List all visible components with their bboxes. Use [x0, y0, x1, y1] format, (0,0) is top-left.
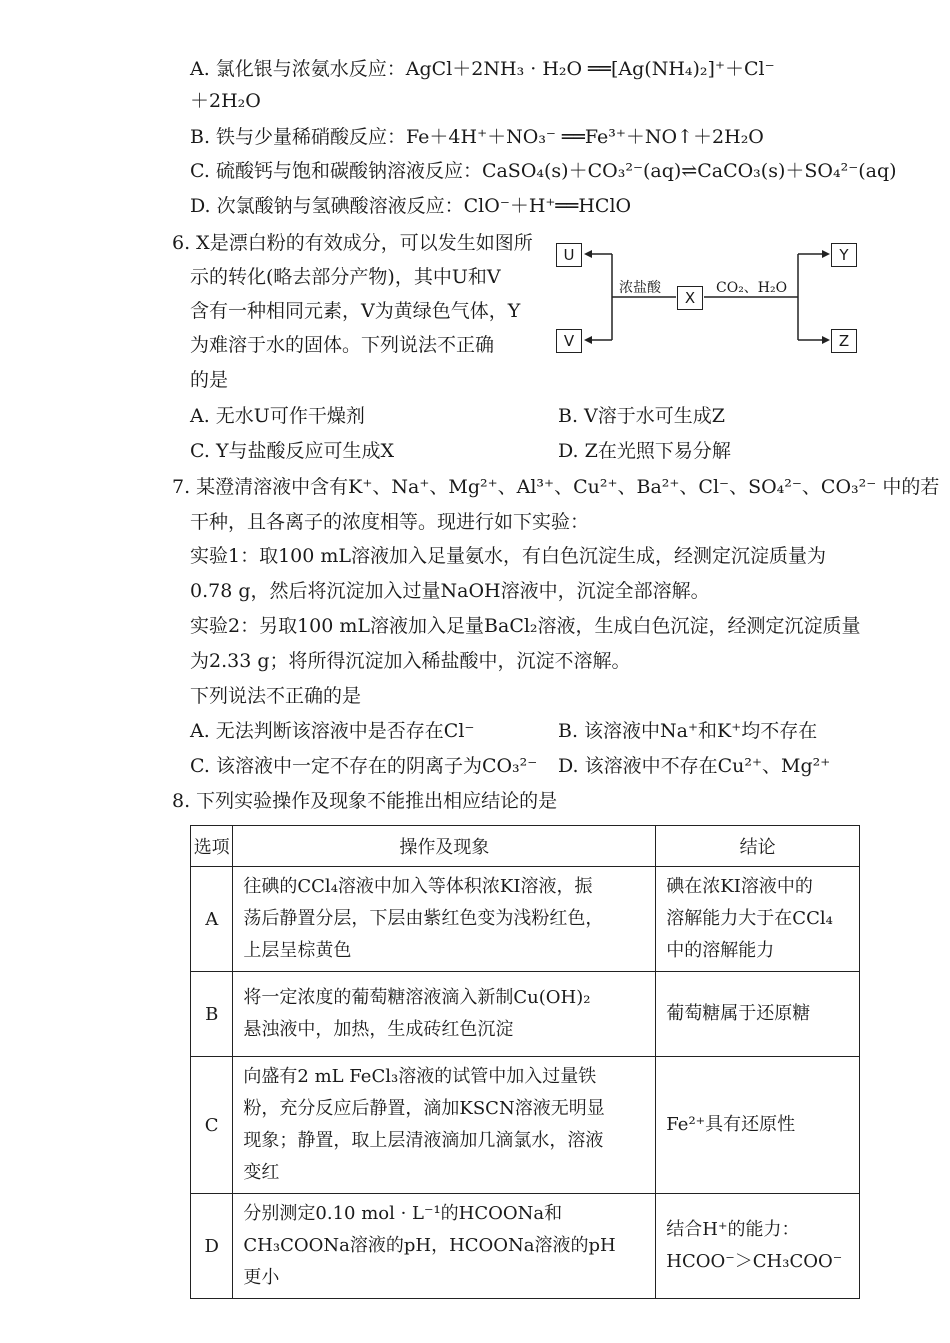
q7-option-b: B. 该溶液中Na⁺和K⁺均不存在: [558, 720, 818, 742]
node-u: U: [556, 243, 582, 267]
q6-stem-line5: 的是: [190, 369, 229, 391]
row-a-conclusion: [656, 867, 860, 972]
q5-option-a-line2: ＋2H₂O: [190, 90, 261, 112]
row-d-ops-line: CH₃COONa溶液的pH，HCOONa溶液的pH: [243, 1235, 616, 1256]
q6-stem-line1: 6. X是漂白粉的有效成分，可以发生如图所: [172, 232, 533, 254]
diagram-arrows: [550, 236, 870, 358]
node-z: Z: [831, 329, 857, 353]
q7-option-a: A. 无法判断该溶液中是否存在Cl⁻: [190, 720, 475, 742]
q5-option-a-line1: A. 氯化银与浓氨水反应：AgCl＋2NH₃ · H₂O ══[Ag(NH₄)₂]⁺＋Cl⁻: [190, 58, 775, 80]
q5-option-b: B. 铁与少量稀硝酸反应：Fe＋4H⁺＋NO₃⁻ ══Fe³⁺＋NO↑＋2H₂O: [190, 126, 764, 148]
q6-stem-line2: 示的转化(略去部分产物)，其中U和V: [190, 266, 501, 288]
row-d-ops: [233, 1194, 656, 1299]
row-d-ops-line: 更小: [243, 1267, 280, 1288]
q7-line3: 实验1：取100 mL溶液加入足量氨水，有白色沉淀生成，经测定沉淀质量为: [190, 545, 827, 567]
arrowhead-z: [822, 336, 830, 344]
reagent-left-label: 浓盐酸: [619, 280, 661, 296]
row-a-ops: [233, 867, 656, 972]
row-d-conclusion: [656, 1194, 860, 1299]
q6-stem-line4: 为难溶于水的固体。下列说法不正确: [190, 334, 495, 356]
q6-option-a: A. 无水U可作干燥剂: [190, 405, 365, 427]
row-b-ops: [233, 972, 656, 1057]
q6-option-c: C. Y与盐酸反应可生成X: [190, 440, 395, 462]
q7-option-c: C. 该溶液中一定不存在的阴离子为CO₃²⁻: [190, 755, 538, 777]
node-x: X: [677, 286, 703, 310]
row-c-conclusion-line: Fe²⁺具有还原性: [666, 1114, 796, 1135]
row-d-conclusion-line: HCOO⁻＞CH₃COO⁻: [666, 1251, 843, 1272]
q7-line4: 0.78 g，然后将沉淀加入过量NaOH溶液中，沉淀全部溶解。: [190, 580, 710, 602]
q5-option-c: C. 硫酸钙与饱和碳酸钠溶液反应：CaSO₄(s)＋CO₃²⁻(aq)⇌CaCO₃(s)＋SO₄²⁻(aq): [190, 160, 897, 182]
row-a-ops-line: 荡后静置分层，下层由紫红色变为浅粉红色，: [243, 908, 604, 929]
row-a-conclusion-line: 溶解能力大于在CCl₄: [666, 908, 833, 929]
q7-line2: 干种，且各离子的浓度相等。现进行如下实验：: [190, 511, 590, 533]
row-b-option: B: [191, 972, 233, 1057]
q6-stem-line3: 含有一种相同元素，V为黄绿色气体，Y: [190, 300, 521, 322]
node-v: V: [556, 329, 582, 353]
row-c-ops-line: 粉，充分反应后静置，滴加KSCN溶液无明显: [243, 1098, 605, 1119]
table-header-row: [191, 826, 860, 867]
row-b-conclusion: [656, 972, 860, 1057]
q7-line6: 为2.33 g；将所得沉淀加入稀盐酸中，沉淀不溶解。: [190, 650, 631, 672]
table-row: [191, 1057, 860, 1194]
q7-option-d: D. 该溶液中不存在Cu²⁺、Mg²⁺: [558, 755, 831, 777]
row-c-conclusion: [656, 1057, 860, 1194]
q7-line5: 实验2：另取100 mL溶液加入足量BaCl₂溶液，生成白色沉淀，经测定沉淀质量: [190, 615, 861, 637]
row-c-ops-line: 向盛有2 mL FeCl₃溶液的试管中加入过量铁: [243, 1066, 597, 1087]
row-a-ops-line: 上层呈棕黄色: [243, 940, 352, 961]
table-row: [191, 867, 860, 972]
row-c-ops-line: 现象；静置，取上层清液滴加几滴氯水，溶液: [243, 1130, 604, 1151]
row-b-conclusion-line: 葡萄糖属于还原糖: [666, 1003, 811, 1024]
table-row: [191, 972, 860, 1057]
row-c-ops: [233, 1057, 656, 1194]
row-b-ops-line: 悬浊液中，加热，生成砖红色沉淀: [243, 1019, 514, 1040]
row-a-conclusion-line: 碘在浓KI溶液中的: [666, 876, 813, 897]
arrowhead-u: [584, 250, 592, 258]
row-d-ops-line: 分别测定0.10 mol · L⁻¹的HCOONa和: [243, 1203, 563, 1224]
q8-table: [190, 825, 860, 1299]
q7-line1: 7. 某澄清溶液中含有K⁺、Na⁺、Mg²⁺、Al³⁺、Cu²⁺、Ba²⁺、Cl⁻、SO₄²⁻、CO₃²⁻ 中的若: [172, 476, 940, 498]
row-c-ops-line: 变红: [243, 1162, 280, 1183]
header-operation: 操作及现象: [233, 826, 656, 867]
row-c-option: C: [191, 1057, 233, 1194]
reagent-right-label: CO₂、H₂O: [716, 280, 788, 296]
arrowhead-v: [584, 336, 592, 344]
header-option: 选项: [191, 826, 233, 867]
row-a-conclusion-line: 中的溶解能力: [666, 940, 775, 961]
q7-line7: 下列说法不正确的是: [190, 685, 362, 707]
row-d-option: D: [191, 1194, 233, 1299]
row-a-option: A: [191, 867, 233, 972]
header-conclusion: 结论: [656, 826, 860, 867]
q6-option-b: B. V溶于水可生成Z: [558, 405, 725, 427]
q8-stem: 8. 下列实验操作及现象不能推出相应结论的是: [172, 790, 558, 812]
q5-option-d: D. 次氯酸钠与氢碘酸溶液反应：ClO⁻＋H⁺══HClO: [190, 195, 632, 217]
arrowhead-y: [822, 250, 830, 258]
table-row: [191, 1194, 860, 1299]
row-a-ops-line: 往碘的CCl₄溶液中加入等体积浓KI溶液，振: [243, 876, 593, 897]
q6-option-d: D. Z在光照下易分解: [558, 440, 731, 462]
row-b-ops-line: 将一定浓度的葡萄糖溶液滴入新制Cu(OH)₂: [243, 987, 591, 1008]
row-d-conclusion-line: 结合H⁺的能力：: [666, 1219, 800, 1240]
node-y: Y: [831, 243, 857, 267]
